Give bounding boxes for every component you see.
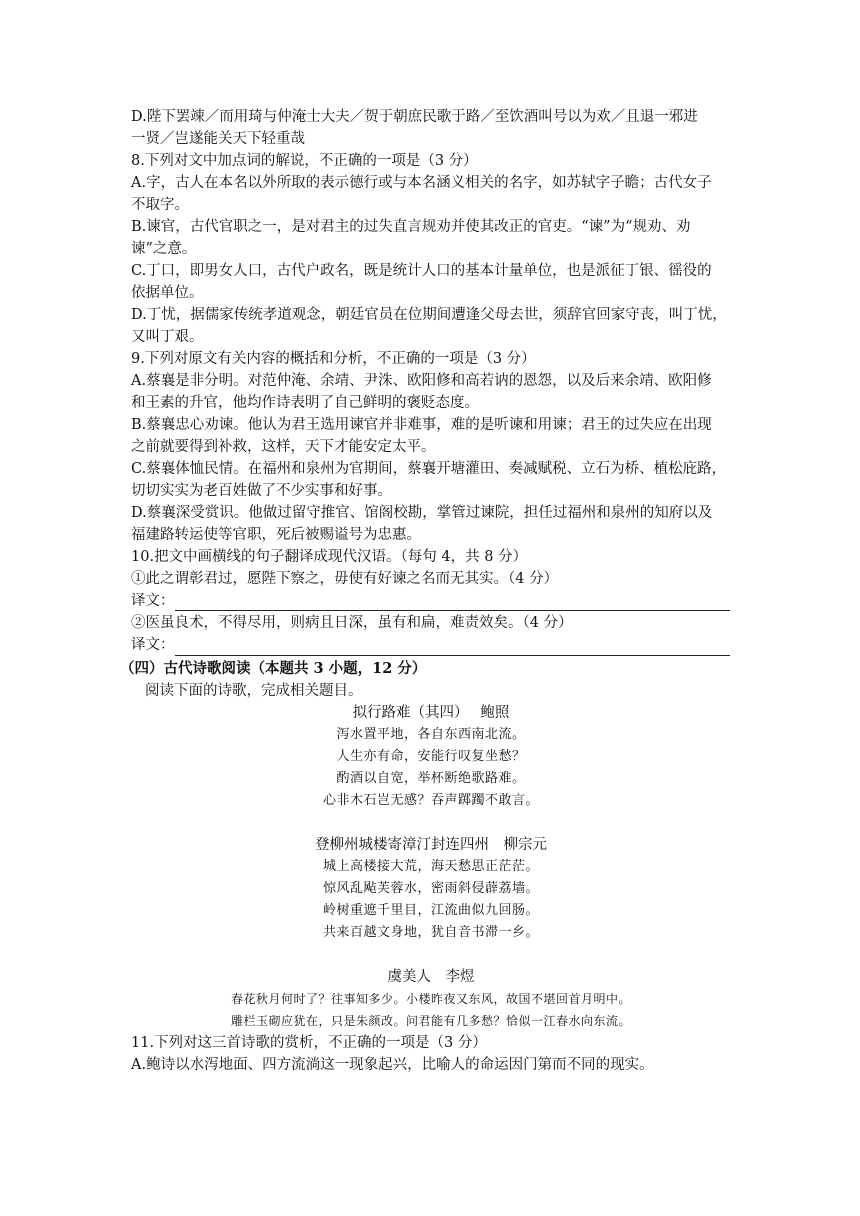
poem2-line-4: 共来百越文身地，犹自音书滞一乡。: [322, 925, 539, 940]
poem2-title: 登柳州城楼寄漳汀封连四州 柳宗元: [315, 837, 547, 853]
q8-option-d-line2: 又叫丁艰。: [131, 329, 204, 345]
q9-option-b-line1: B.蔡襄忠心劝谏。他认为君王选用谏官并非难事，难的是听谏和用谏；君王的过失应在出现: [131, 417, 712, 433]
q9-option-c-line2: 切切实实为老百姓做了不少实事和好事。: [131, 483, 392, 499]
q10-translation-label-2: 译文：: [131, 637, 175, 653]
q10-translation-label-1: 译文：: [131, 593, 175, 609]
q10-sentence-2: ②医虽良术，不得尽用，则病且日深，虽有和扁，难责效矣。（4 分）: [131, 615, 573, 631]
poem2-line-2: 惊风乱飐芙蓉水，密雨斜侵薜荔墙。: [322, 881, 539, 896]
poem3-title: 虞美人 李煜: [387, 969, 475, 985]
q7-option-d-line1: D.陛下罢竦／而用琦与仲淹士大夫／贺于朝庶民歌于路／至饮酒叫号以为欢／且退一邪进: [131, 109, 698, 125]
q8-option-a-line1: A.字，古人在本名以外所取的表示德行或与本名涵义相关的名字，如苏轼字子瞻；古代女子: [131, 175, 712, 191]
poem2-line-3: 岭树重遮千里目，江流曲似九回肠。: [322, 903, 539, 918]
poem1-line-2: 人生亦有命，安能行叹复坐愁？: [336, 749, 526, 764]
q9-stem: 9.下列对原文有关内容的概括和分析，不正确的一项是（3 分）: [131, 351, 536, 367]
translation-answer-line-1[interactable]: [175, 610, 730, 611]
q8-option-a-line2: 不取字。: [131, 197, 189, 213]
q9-option-a-line2: 和王素的升官，他均作诗表明了自己鲜明的褒贬态度。: [131, 395, 479, 411]
poem3-line-2: 雕栏玉砌应犹在，只是朱颜改。问君能有几多愁？恰似一江春水向东流。: [230, 1014, 631, 1028]
q10-sentence-1: ①此之谓彰君过，愿陛下察之，毋使有好谏之名而无其实。（4 分）: [131, 571, 559, 587]
section-heading: （四）古代诗歌阅读（本题共 3 小题，12 分）: [120, 660, 427, 677]
q9-option-b-line2: 之前就要得到补救，这样，天下才能安定太平。: [131, 439, 436, 455]
poetry-instruction: 阅读下面的诗歌，完成相关题目。: [145, 683, 363, 699]
q11-stem: 11.下列对这三首诗歌的赏析，不正确的一项是（3 分）: [131, 1035, 487, 1051]
q8-option-c-line1: C.丁口，即男女人口，古代户政名，既是统计人口的基本计量单位，也是派征丁银、徭役的: [131, 263, 712, 279]
poem1-line-3: 酌酒以自宽，举杯断绝歌路难。: [336, 771, 526, 786]
q9-option-d-line2: 福建路转运使等官职，死后被赐谥号为忠惠。: [131, 527, 421, 543]
q10-stem: 10.把文中画横线的句子翻译成现代汉语。（每句 4，共 8 分）: [131, 549, 528, 565]
q8-option-d-line1: D.丁忧，据儒家传统孝道观念，朝廷官员在位期间遭逢父母去世，须辞官回家守丧，叫丁忧，: [131, 307, 727, 323]
q8-option-b-line2: 谏”之意。: [131, 241, 197, 257]
q8-option-c-line2: 依据单位。: [131, 285, 204, 301]
poem2-line-1: 城上高楼接大荒，海天愁思正茫茫。: [322, 859, 539, 874]
q8-stem: 8.下列对文中加点词的解说，不正确的一项是（3 分）: [131, 153, 478, 169]
q9-option-c-line1: C.蔡襄体恤民情。在福州和泉州为官期间，蔡襄开塘灌田、奏减赋税、立石为桥、植松庇路，: [131, 461, 727, 477]
q11-option-a: A.鲍诗以水泻地面、四方流淌这一现象起兴，比喻人的命运因门第而不同的现实。: [131, 1057, 654, 1073]
poem3-line-1: 春花秋月何时了？往事知多少。小楼昨夜又东风，故国不堪回首月明中。: [230, 992, 631, 1006]
poem1-line-4: 心非木石岂无感？吞声踯躅不敢言。: [322, 793, 539, 808]
translation-answer-line-2[interactable]: [175, 655, 730, 656]
q7-option-d-line2: 一贤／岂遂能关天下轻重哉: [131, 131, 305, 147]
q8-option-b-line1: B.谏官，古代官职之一，是对君主的过失直言规劝并使其改正的官吏。“谏”为“规劝、劝: [131, 219, 691, 235]
q9-option-d-line1: D.蔡襄深受赏识。他做过留守推官、馆阁校勘，掌管过谏院，担任过福州和泉州的知府以及: [131, 505, 713, 521]
poem1-line-1: 泻水置平地，各自东西南北流。: [336, 727, 526, 742]
q9-option-a-line1: A.蔡襄是非分明。对范仲淹、余靖、尹洙、欧阳修和高若讷的恩怨，以及后来余靖、欧阳修: [131, 373, 712, 389]
poem1-title: 拟行路难（其四） 鲍照: [352, 705, 510, 721]
